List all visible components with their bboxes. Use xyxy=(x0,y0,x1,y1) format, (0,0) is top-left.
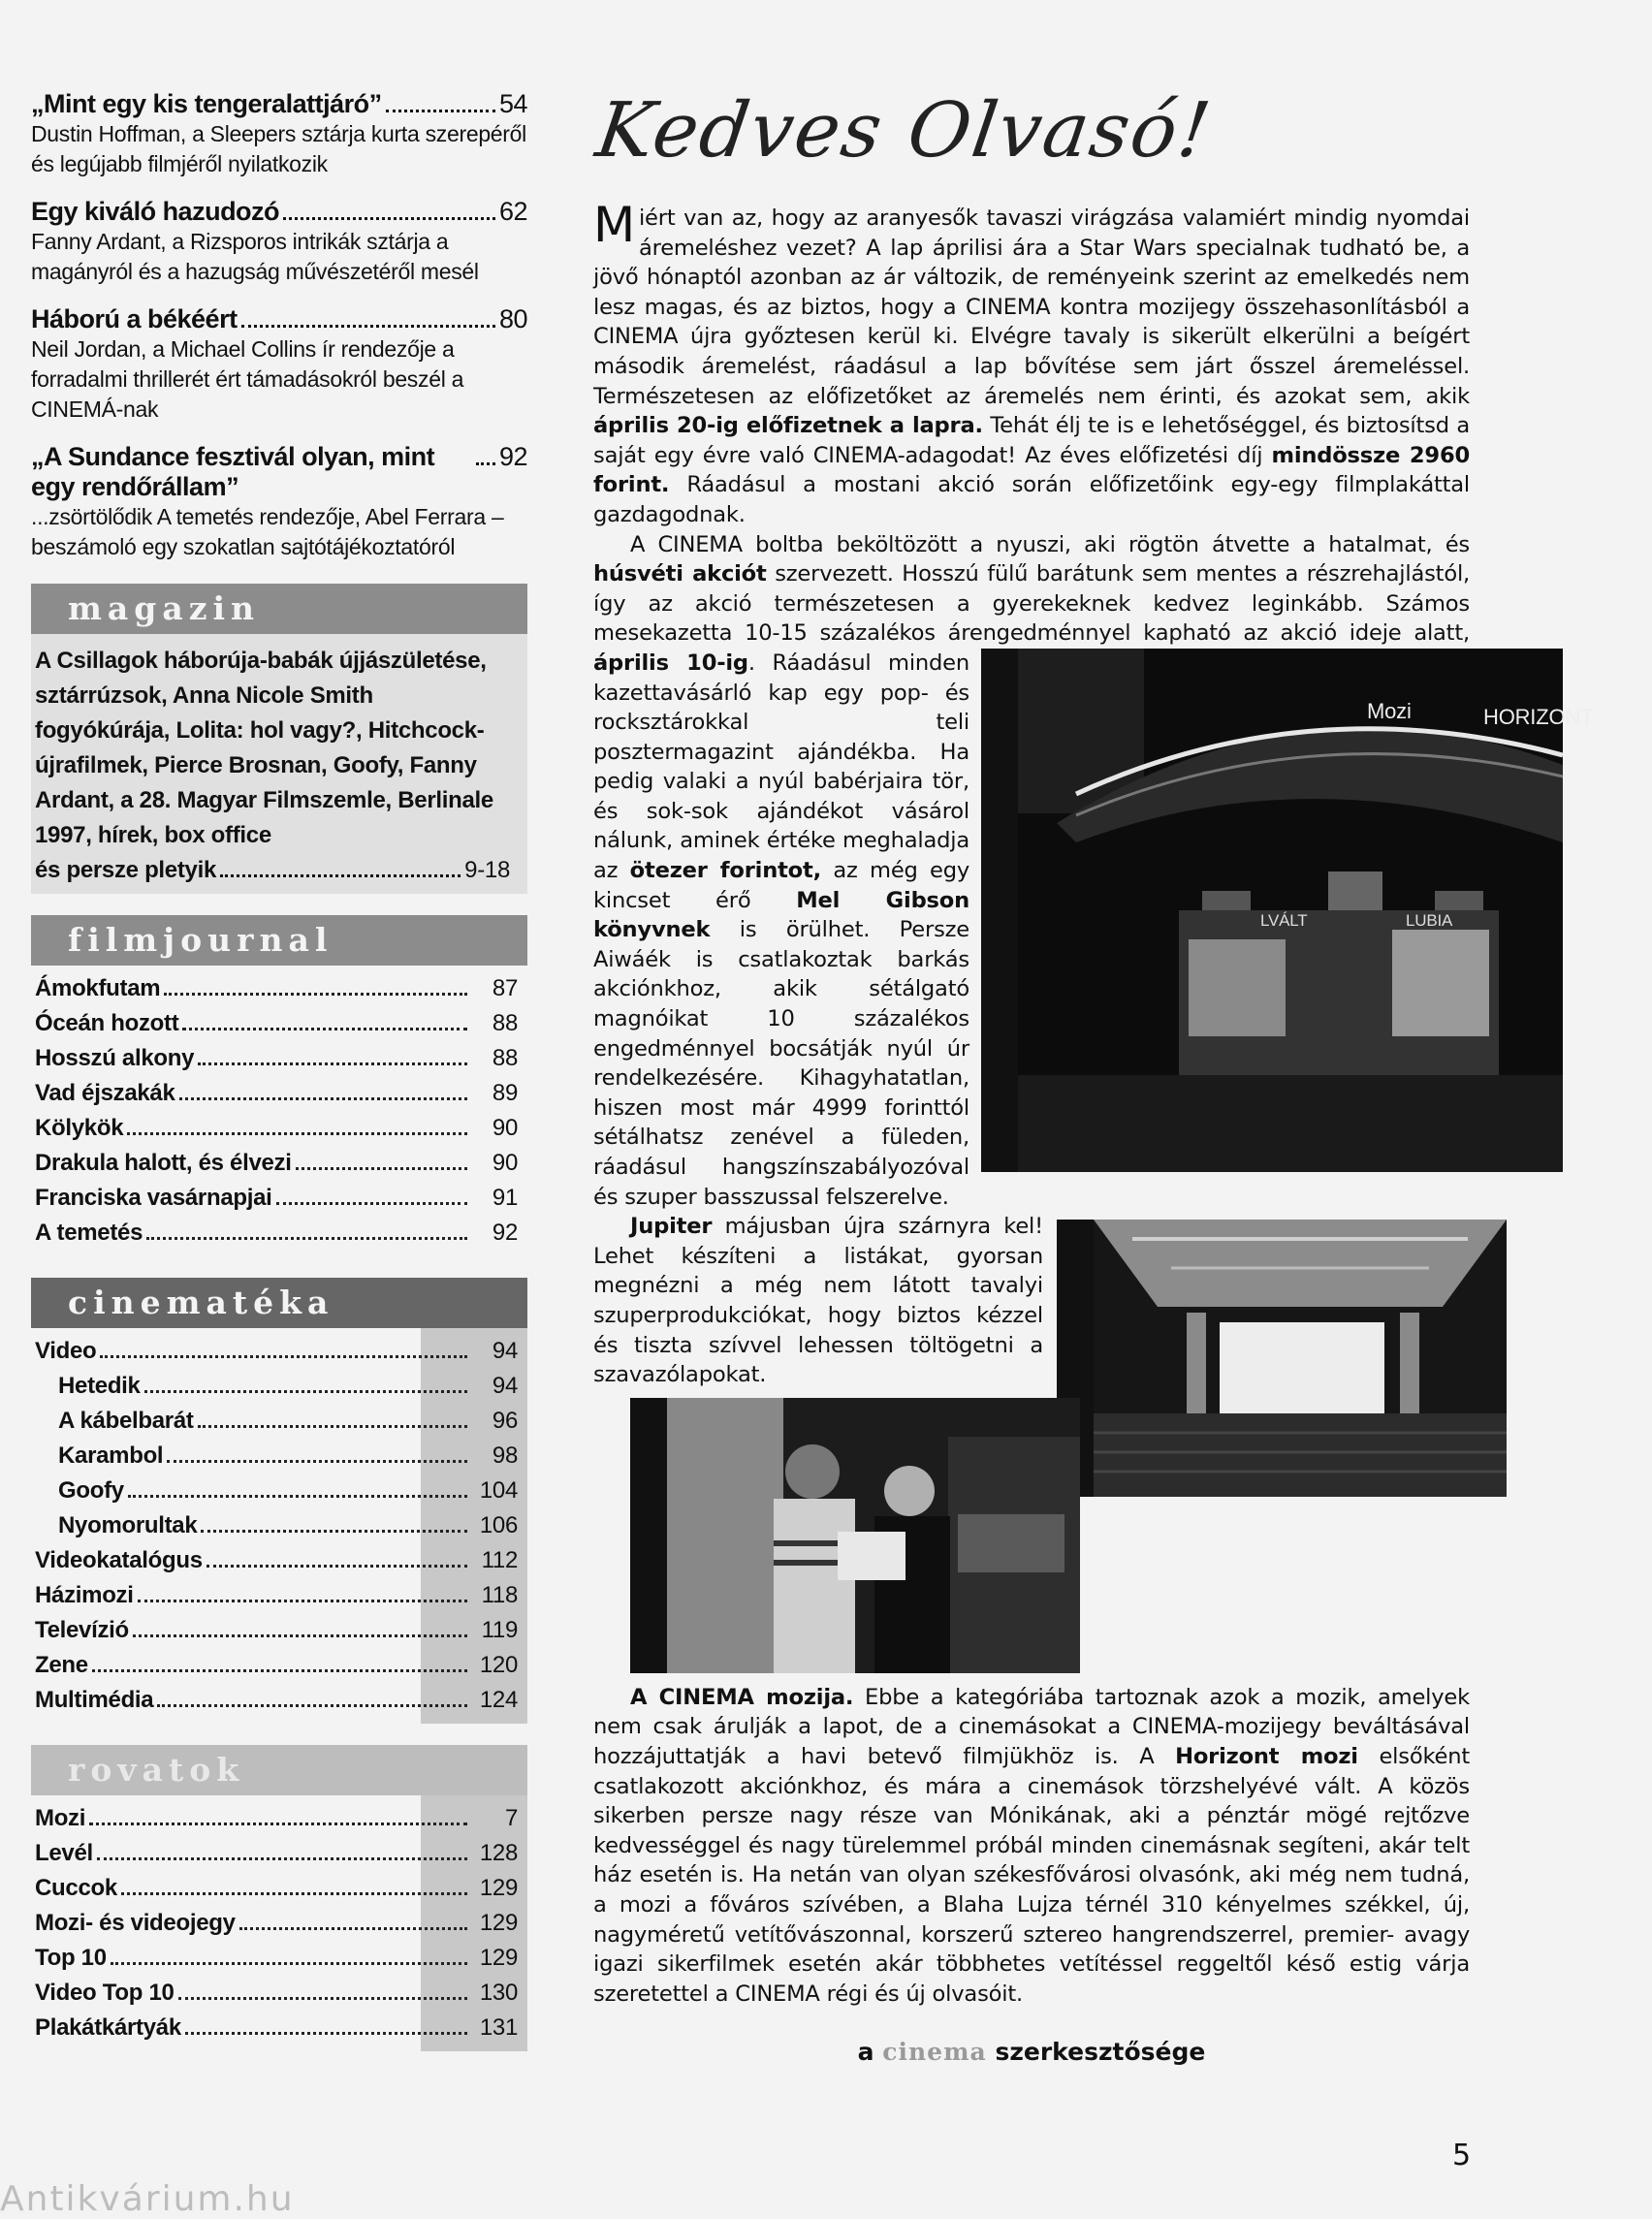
toc-row[interactable] xyxy=(35,1801,527,1836)
feature-page: 80 xyxy=(498,304,527,333)
toc-row[interactable] xyxy=(35,1334,527,1369)
toc-page: 120 xyxy=(479,1652,518,1678)
toc-row[interactable] xyxy=(35,1369,527,1404)
toc-title: Levél xyxy=(35,1840,93,1866)
toc-page: 94 xyxy=(492,1338,518,1364)
toc-title: Karambol xyxy=(58,1442,164,1469)
section-cinemateka xyxy=(31,1278,527,1724)
section-header-magazin: magazin xyxy=(31,584,527,634)
feature-entry[interactable] xyxy=(31,89,527,179)
feature-entry[interactable] xyxy=(31,304,527,425)
cinema-logo: cinema xyxy=(882,2038,987,2067)
toc-title: Hosszú alkony xyxy=(35,1045,195,1071)
toc-page: 129 xyxy=(479,1945,518,1971)
section-rovatok xyxy=(31,1745,527,2051)
toc-row[interactable] xyxy=(35,1906,527,1941)
toc-title: Drakula halott, és élvezi xyxy=(35,1150,292,1176)
section-filmjournal xyxy=(31,915,527,1256)
toc-title: Multimédia xyxy=(35,1687,154,1713)
toc-row[interactable] xyxy=(35,1474,527,1508)
paragraph: A CINEMA boltba beköltözött a nyuszi, aki rögtön átvette a hatalmat, és húsvéti akciót szervezett. Hosszú fülű barátunk sem mentes a részrehajlástól, így az akció természetesen a gyerekeknek kedvez leginkább. Számos mesekazetta 10-15 százalékos árengedménnyel kapható az akció ideje alatt, Mozi HORIZONT LVÁLT LUBIA április 10-ig. Ráadásul minden kazettavásárló kap egy pop- és rocksztárokkal teli posztermagazint ajándékba. Ha pedig valaki a nyúl babérjaira tör, és sok-sok ajándékot vásárol nálunk, aminek értéke meghaladja az ötezer forintot, az még egy kincset érő Mel Gibson könyvnek is örülhet. Persze Aiwáék is csatlakoztak barkás akciónkhoz, akik sétálgató magnóikat 10 százalékos engedménnyel bocsátják nyúl úr rendelkezésére. Kihagyhatatlan, hiszen most már 4999 forinttól sétálhatsz zenével a füleden, ráadásul hangszínszabályozóval és szuper basszussal felszerelve. xyxy=(593,530,1470,1213)
magazin-page: 9-18 xyxy=(464,857,510,883)
toc-page: 7 xyxy=(504,1805,518,1831)
section-header-filmjournal: filmjournal xyxy=(31,915,527,966)
horizont-cinema-exterior-photo xyxy=(981,649,1594,1172)
drop-cap: M xyxy=(593,197,635,253)
watermark: Antikvárium.hu xyxy=(0,2179,295,2219)
letter-body xyxy=(593,197,1594,2009)
auditorium-photo xyxy=(1057,1220,1470,1497)
toc-title: Cuccok xyxy=(35,1875,117,1901)
toc-row[interactable] xyxy=(35,1648,527,1683)
toc-row[interactable] xyxy=(35,1578,527,1613)
feature-description: Fanny Ardant, a Rizsporos intrikák sztárja a magányról és a hazugság művészetéről mesél xyxy=(31,229,479,284)
paragraph: Jupiter májusban újra szárnyra kel! Lehet készíteni a listákat, gyorsan megnézni a még nem látott tavalyi szuperprodukciókat, hogy biztos kézzel és tiszta szívvel lehessen töltögetni a szavazólapokat. xyxy=(593,1214,1043,1388)
box-office-photo xyxy=(630,1398,1043,1673)
toc-page: 128 xyxy=(479,1840,518,1866)
toc-row[interactable] xyxy=(35,1216,527,1251)
toc-title: Televízió xyxy=(35,1617,129,1643)
feature-page: 62 xyxy=(498,197,527,226)
paragraph: A CINEMA mozija. Ebbe a kategóriába tartoznak azok a mozik, amelyek nem csak árulják a lapot, de a cinemásokat a CINEMA-mozijegy beváltásával hozzájuttatják a havi betevő filmjükhöz is. A Horizont mozi elsőként csatlakozott akciónkhoz, és mára a cinemások törzshelyévé vált. A közös sikerben persze nagy része van Mónikának, aki a pénztár mögé rejtőzve kedvességgel és nagy türelemmel próbál minden cinemásnak segíteni, akár telt ház esetén is. Ha netán van olyan székesfővárosi olvasónk, aki még nem tudná, a mozi a főváros szívében, a Blaha Lujza térnél 310 kényelmes székkel, új, nagyméretű vetítővászonnal, korszerű sztereo hangrendszerrel, premier- avagy igazi sikerfilmek esetén akár többhetes vetítéssel reggeltől késő estig várja szeretettel a CINEMA régi és új olvasóit. xyxy=(593,1390,1470,2010)
page-number: 5 xyxy=(1452,2139,1472,2172)
toc-title: Mozi- és videojegy xyxy=(35,1910,236,1936)
feature-page: 54 xyxy=(498,89,527,118)
toc-row[interactable] xyxy=(35,971,527,1006)
sign-horizont: HORIZONT xyxy=(1483,704,1594,729)
toc-title: Hetedik xyxy=(58,1373,141,1399)
feature-page: 92 xyxy=(498,442,527,471)
toc-page: 87 xyxy=(492,975,518,1001)
toc-title: Nyomorultak xyxy=(58,1512,198,1538)
toc-page: 94 xyxy=(492,1373,518,1399)
toc-row[interactable] xyxy=(35,1111,527,1146)
feature-title: „A Sundance fesztivál olyan, mint egy rendőrállam” xyxy=(31,442,435,501)
feature-entry[interactable] xyxy=(31,197,527,287)
toc-row[interactable] xyxy=(35,1683,527,1718)
toc-page: 129 xyxy=(479,1875,518,1901)
toc-page: 124 xyxy=(479,1687,518,1713)
toc-page: 106 xyxy=(479,1512,518,1538)
letter-heading: Kedves Olvasó! xyxy=(590,87,1218,174)
toc-page: 91 xyxy=(492,1185,518,1211)
feature-title: Háború a békéért xyxy=(31,304,238,333)
feature-title: „Mint egy kis tengeralattjáró” xyxy=(31,89,382,118)
toc-row[interactable] xyxy=(35,1871,527,1906)
toc-title: Goofy xyxy=(58,1477,124,1504)
toc-page: 96 xyxy=(492,1408,518,1434)
toc-title: Video xyxy=(35,1338,97,1364)
rovatok-list xyxy=(31,1795,527,2051)
toc-row[interactable] xyxy=(35,1404,527,1439)
toc-page: 131 xyxy=(479,2014,518,2041)
toc-row[interactable] xyxy=(35,1543,527,1578)
toc-page: 129 xyxy=(479,1910,518,1936)
feature-description: Neil Jordan, a Michael Collins ír rendezője a forradalmi thrillerét ért támadásokról beszél a CINEMÁ-nak xyxy=(31,336,464,422)
editorial-letter xyxy=(590,87,1594,2067)
signature: a cinema szerkesztősége xyxy=(857,2038,1206,2067)
toc-row[interactable] xyxy=(35,1613,527,1648)
toc-page: 89 xyxy=(492,1080,518,1106)
toc-page: 92 xyxy=(492,1220,518,1246)
toc-page: 130 xyxy=(479,1980,518,2006)
toc-title: Video Top 10 xyxy=(35,1980,175,2006)
feature-description: ...zsörtölődik A temetés rendezője, Abel Ferrara – beszámoló egy szokatlan sajtótájékoztatóról xyxy=(31,504,504,559)
toc-row[interactable] xyxy=(35,1508,527,1543)
toc-row[interactable] xyxy=(35,1041,527,1076)
toc-title: Top 10 xyxy=(35,1945,107,1971)
magazin-summary: A Csillagok háborúja-babák újjászületése, sztárrúzsok, Anna Nicole Smith fogyókúrája, Lolita: hol vagy?, Hitchcock-újrafilmek, Pierce Brosnan, Goofy, Fanny Ardant, a 28. Magyar Filmszemle, Berlinale 1997, hírek, box office xyxy=(35,648,493,848)
toc-row[interactable] xyxy=(35,2011,527,2045)
toc-title: A temetés xyxy=(35,1220,143,1246)
toc-title: Plakátkártyák xyxy=(35,2014,181,2041)
toc-page: 98 xyxy=(492,1442,518,1469)
toc-title: Ámokfutam xyxy=(35,975,161,1001)
sign-mozi: Mozi xyxy=(1367,698,1412,723)
toc-page: 88 xyxy=(492,1045,518,1071)
toc-title: Mozi xyxy=(35,1805,86,1831)
feature-entry[interactable] xyxy=(31,442,527,562)
toc-title: Zene xyxy=(35,1652,88,1678)
shop-sign-2: LUBIA xyxy=(1406,910,1453,930)
toc-page: 90 xyxy=(492,1150,518,1176)
toc-page: 90 xyxy=(492,1115,518,1141)
toc-row[interactable] xyxy=(35,1181,527,1216)
toc-page: 88 xyxy=(492,1010,518,1036)
feature-description: Dustin Hoffman, a Sleepers sztárja kurta szerepéről és legújabb filmjéről nyilatkozik xyxy=(31,121,526,176)
toc-page: 104 xyxy=(479,1477,518,1504)
shop-sign-1: LVÁLT xyxy=(1260,910,1308,930)
toc-title: A kábelbarát xyxy=(58,1408,194,1434)
toc-title: Franciska vasárnapjai xyxy=(35,1185,272,1211)
toc-title: Vad éjszakák xyxy=(35,1080,175,1106)
toc-row[interactable] xyxy=(35,1076,527,1111)
toc-row[interactable] xyxy=(35,1146,527,1181)
filmjournal-list xyxy=(31,966,527,1256)
toc-row[interactable] xyxy=(35,1836,527,1871)
toc-page: 118 xyxy=(481,1582,518,1608)
toc-page: 112 xyxy=(481,1547,518,1573)
magazin-last-line[interactable] xyxy=(35,853,510,888)
section-magazin xyxy=(31,584,527,894)
toc-row[interactable] xyxy=(35,1439,527,1474)
feature-title: Egy kiváló hazudozó xyxy=(31,197,280,226)
toc-row[interactable] xyxy=(35,1941,527,1976)
cinemateka-list xyxy=(31,1328,527,1724)
section-header-rovatok: rovatok xyxy=(31,1745,527,1795)
toc-title: Videokatalógus xyxy=(35,1547,203,1573)
table-of-contents xyxy=(31,89,527,2051)
toc-title: Kölykök xyxy=(35,1115,124,1141)
toc-title: Házimozi xyxy=(35,1582,134,1608)
toc-row[interactable] xyxy=(35,1976,527,2011)
magazin-last-text: és persze pletyik xyxy=(35,857,217,883)
toc-row[interactable] xyxy=(35,1006,527,1041)
toc-page: 119 xyxy=(481,1617,518,1643)
paragraph: Miért van az, hogy az aranyesők tavaszi virágzása valamiért mindig nyomdai áremeléshez vezet? A lap áprilisi ára a Star Wars specialnak tudható be, a jövő hónaptól azonban az ár változik, de reményeink szerint az emelkedés nem lesz magas, és az biztos, hogy a CINEMA kontra mozijegy összehasonlításból a CINEMA újra győztesen kerül ki. Elvégre tavaly is sikerült elkerülni a beígért második áremelést, ráadásul a lap bővítése sem járt ősszel áremeléssel. Természetesen az előfizetőket az áremelés nem érinti, és azokat sem, akik április 20-ig előfizetnek a lapra. Tehát élj te is e lehetőséggel, és biztosítsd a saját egy évre való CINEMA-adagodat! Az éves előfizetési díj mindössze 2960 forint. Ráadásul a mostani akció során előfizetőink egy-egy filmplakáttal gazdagodnak. xyxy=(593,197,1471,527)
section-header-cinemateka: cinematéka xyxy=(31,1278,527,1328)
toc-title: Óceán hozott xyxy=(35,1010,179,1036)
